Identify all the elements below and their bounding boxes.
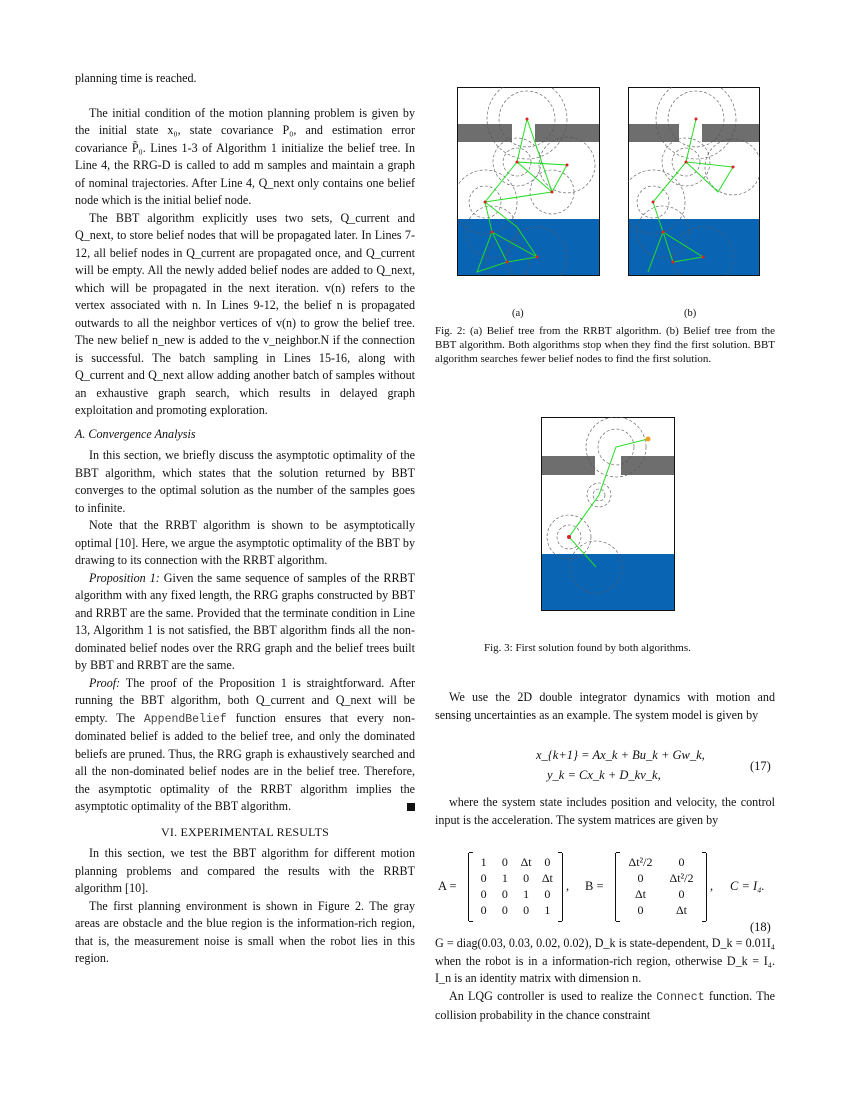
proof-label: Proof: [89, 675, 121, 690]
eq17-line2: y_k = Cx_k + D_kv_k, [547, 768, 661, 782]
eq17-line1: x_{k+1} = Ax_k + Bu_k + Gw_k, [536, 748, 705, 762]
fig2-label-a: (a) [512, 308, 524, 319]
proposition [75, 570, 415, 675]
info-region [629, 219, 759, 275]
eq17-number: (17) [750, 759, 771, 773]
proof-text-a: The proof of the Proposition 1 is straightforward. After running the BBT algorithm, both Q_current and Q_next will be empty. The [75, 675, 415, 725]
paragraph-4: Note that the RRBT algorithm is shown to be asymptotically optimal [10]. Here, we argue the asymptotic optimality of the BBT by drawing to its connection with the RRBT algorithm. [75, 518, 415, 567]
matrix-a-cell: 1 [501, 871, 508, 885]
paragraph-0: planning time is reached. [75, 71, 197, 85]
matrix-a-label: A = [438, 879, 457, 893]
obstacle-left [542, 456, 595, 475]
matrix-a-cell: Δt [541, 871, 553, 885]
obstacle-left [458, 124, 512, 142]
obstacle-left [629, 124, 679, 142]
matrix-a-cell: 0 [480, 871, 487, 885]
matrix-b-grid [616, 853, 706, 920]
paragraph-7: We use the 2D double integrator dynamics with motion and sensing uncertainties as an example. The system model is given by [435, 690, 775, 722]
matrix-a-cell: 0 [523, 903, 530, 917]
proof-text-b: function ensures that every non-dominated belief is added to the belief tree, and only the dominated beliefs are pruned. Thus, the RRG graph is exhaustively searched and all the non-dominated belief nodes are in the belief tree. Therefore, the asymptotic optimality of the RRBT algorithm implies the asymptotic optimality of the BBT algorithm. [75, 710, 415, 813]
matrix-b-label: B = [585, 879, 604, 893]
fig3-caption: Fig. 3: First solution found by both algorithms. [484, 642, 691, 654]
matrix-b-cell: Δt [634, 887, 647, 901]
paragraph-3: In this section, we briefly discuss the asymptotic optimality of the BBT algorithm, which states that the solution returned by BBT converges to the optimal solution as the number of the samples goes to infinite. [75, 448, 415, 515]
fig3-first-solution [541, 417, 675, 611]
matrix-a-cell: 0 [523, 871, 530, 885]
paragraph-2: The BBT algorithm explicitly uses two sets, Q_current and Q_next, to store belief nodes that will be propagated later. In Lines 7-12, all belief nodes in Q_current are propagated once, and Q_current will be empty. All the newly added belief nodes are added to Q_next, which will be propagated in the next iteration. v(n) refers to the vertex associated with n. In Lines 9-12, the belief n is propagated outwards to all the neighbor vertices of v(n) to grow the belief tree. The new belief n_new is added to the v_neighbor.N if the connection is successful. The batch sampling in Lines 15-16, along with Q_current and Q_next allow adding another batch of samples without an exhaustive graph search, which results in delayed graph exploitation and promoting exploration. [75, 210, 415, 417]
matrix-b-cell: 0 [637, 903, 644, 917]
matrix-b-cell: Δt²/2 [628, 855, 653, 869]
obstacle-right [535, 124, 599, 142]
matrix-b-cell: Δt²/2 [669, 871, 694, 885]
matrix-a-cell: 0 [501, 903, 508, 917]
matrix-b-cell: 0 [678, 887, 685, 901]
matrix-a-grid [469, 853, 562, 920]
matrix-a-cell: 0 [544, 887, 551, 901]
fig2b-belief-tree-bbt [628, 87, 760, 276]
fig2-caption: Fig. 2: (a) Belief tree from the RRBT algorithm. (b) Belief tree from the BBT algorithm. Both algorithms stop when they find the first solution. BBT algorithm searches fewer belief nodes to find the first solution. [435, 325, 775, 365]
matrix-a-cell: 1 [523, 887, 530, 901]
subsection-heading: A. Convergence Analysis [75, 426, 196, 441]
matrix-c: C = I₄. [730, 879, 765, 893]
proposition-text: Given the same sequence of samples of the RRBT algorithm with any fixed length, the RRG graphs constructed by BBT and RRBT are the same. Provided that the terminate condition in Line 13, Algorithm 1 is not satisfied, the BBT algorithm finds all the non-dominated belief nodes over the RRG graph and the belief trees built by BBT and RRBT are the same. [75, 570, 416, 672]
matrix-b-cell: 0 [637, 871, 644, 885]
matrix-comma-2: , [710, 879, 714, 893]
paragraph-8: where the system state includes position and velocity, the control input is the acceleration. The system matrices are given by [435, 795, 775, 827]
matrix-a-cell: Δt [520, 855, 532, 869]
matrix-a-cell: 0 [501, 887, 508, 901]
paragraph-10 [435, 988, 775, 1024]
matrix-a-cell: 0 [480, 887, 487, 901]
obstacle-right [621, 456, 674, 475]
info-region [542, 554, 674, 610]
paragraph-10-a: An LQG controller is used to realize the [449, 989, 657, 1003]
matrix-b-cell: 0 [678, 855, 685, 869]
paragraph-10-b: function. The collision probability in the chance constraint [435, 989, 776, 1022]
section-heading: VI. EXPERIMENTAL RESULTS [161, 824, 329, 839]
left-column [75, 70, 415, 968]
matrix-comma-1: , [566, 879, 570, 893]
matrix-b [615, 853, 707, 921]
fig2a-belief-tree-rrbt [457, 87, 600, 276]
matrix-a-cell: 1 [544, 903, 551, 917]
qed-symbol [407, 803, 415, 811]
connect-code: Connect [656, 991, 705, 1004]
fig2-label-b: (b) [684, 308, 697, 319]
paragraph-5: In this section, we test the BBT algorithm for different motion planning problems and compared the results with the RRBT algorithm [10]. [75, 846, 415, 895]
paragraph-9: G = diag(0.03, 0.03, 0.02, 0.02), D_k is state-dependent, D_k = 0.01I₄ when the robot is in a information-rich region, otherwise D_k = I₄. I_n is an identity matrix with dimension n. [435, 936, 775, 985]
matrix-a-cell: 0 [544, 855, 551, 869]
matrix-a-cell: 1 [480, 855, 487, 869]
proposition-label: Proposition 1: [89, 570, 160, 585]
matrix-b-cell: Δt [675, 903, 688, 917]
matrix-a-cell: 0 [480, 903, 487, 917]
paragraph-1: The initial condition of the motion planning problem is given by the initial state x₀, state covariance P₀, and estimation error covariance P̃₀. Lines 1-3 of Algorithm 1 initialize the belief tree. In Line 4, the RRG-D is called to add m samples and maintain a graph of nominal trajectories. After Line 4, Q_next only contains one belief node which is the initial belief node. [75, 105, 415, 207]
paragraph-6: The first planning environment is shown in Figure 2. The gray areas are obstacle and the blue region is the information-rich region, that is, the measurement noise is small when the robot lies in this region. [75, 898, 415, 965]
eq18-number: (18) [750, 920, 771, 934]
proof [75, 675, 415, 816]
append-belief-code: AppendBelief [143, 712, 227, 726]
matrix-a [468, 853, 563, 921]
matrix-a-cell: 0 [501, 855, 508, 869]
